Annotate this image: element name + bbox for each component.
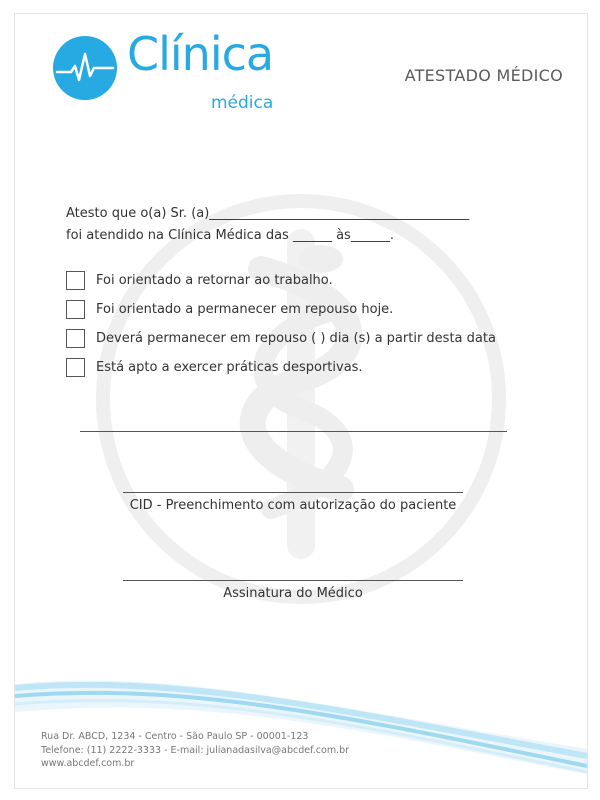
logo-subtitle: médica bbox=[211, 93, 274, 113]
check-row-rest-today[interactable] bbox=[66, 300, 393, 319]
check-row-return-work[interactable] bbox=[66, 271, 333, 290]
caduceus-watermark-icon bbox=[91, 189, 511, 609]
checkbox[interactable] bbox=[66, 271, 85, 290]
check-row-rest-days[interactable] bbox=[66, 329, 496, 348]
medical-certificate-page bbox=[14, 13, 588, 789]
logo-name: Clínica bbox=[127, 27, 274, 81]
cid-label: CID - Preenchimento com autorização do paciente bbox=[129, 498, 457, 513]
heartbeat-icon bbox=[53, 36, 117, 100]
checkbox-label: Deverá permanecer em repouso ( ) dia (s) a partir desta data bbox=[96, 331, 496, 346]
checkbox[interactable] bbox=[66, 329, 85, 348]
footer-address: Rua Dr. ABCD, 1234 - Centro - São Paulo SP - 00001-123 bbox=[41, 731, 309, 742]
checkbox-label: Foi orientado a permanecer em repouso hoje. bbox=[96, 302, 394, 317]
footer-contact: Telefone: (11) 2222-3333 - E-mail: julianadasilva@abcdef.com.br bbox=[41, 744, 350, 756]
signature-label: Assinatura do Médico bbox=[223, 586, 363, 601]
attendance-time-line[interactable]: foi atendido na Clínica Médica das ______ às______. bbox=[66, 228, 394, 243]
checkbox[interactable] bbox=[66, 300, 85, 319]
notes-line[interactable] bbox=[80, 431, 507, 432]
cid-line[interactable] bbox=[123, 492, 463, 493]
footer bbox=[41, 730, 349, 771]
checkbox-label: Foi orientado a retornar ao trabalho. bbox=[96, 273, 333, 288]
page-title: ATESTADO MÉDICO bbox=[404, 66, 563, 85]
patient-name-line[interactable]: Atesto que o(a) Sr. (a)________________________________________ bbox=[66, 206, 470, 221]
checkbox-label: Está apto a exercer práticas desportivas. bbox=[96, 360, 363, 375]
footer-website[interactable]: www.abcdef.com.br bbox=[41, 758, 135, 769]
signature-line[interactable] bbox=[123, 580, 463, 581]
check-row-sports[interactable] bbox=[66, 358, 363, 377]
clinic-logo bbox=[53, 27, 293, 123]
checkbox[interactable] bbox=[66, 358, 85, 377]
